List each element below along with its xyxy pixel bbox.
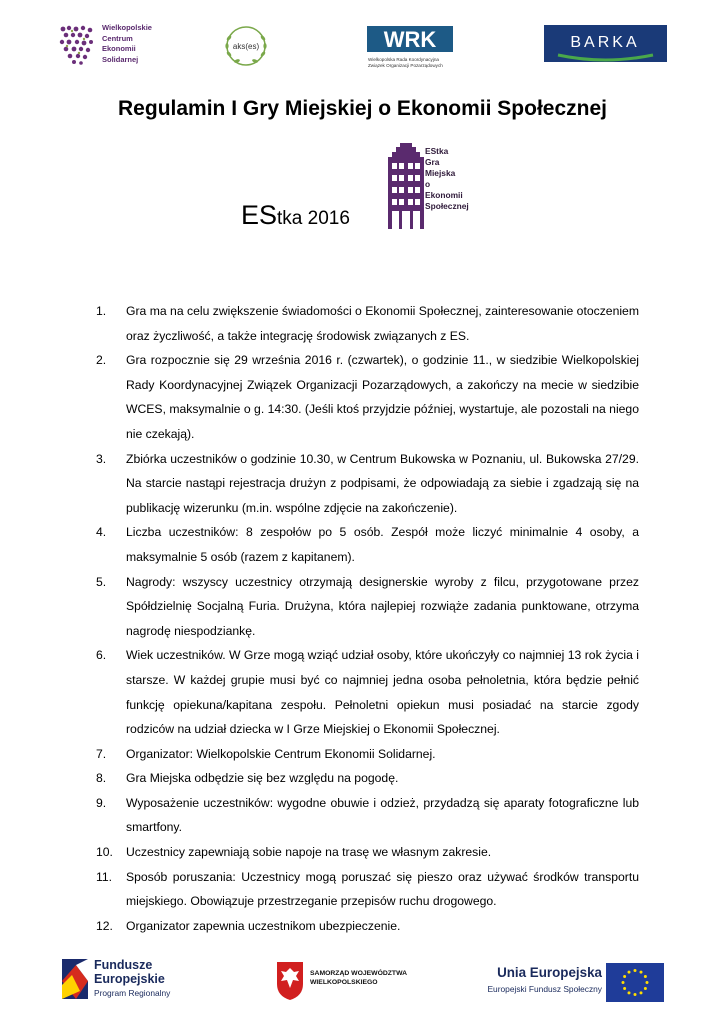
- rule-text: Zbiórka uczestników o godzinie 10.30, w Centrum Bukowska w Poznaniu, ul. Bukowska 27/29. Na starcie nastąpi rejestracja drużyn z podpisami, że odpowiadają za siebie i zgadzają się na publikację wizerunku (m.in. wspólne zdjęcie na zakończenie).: [126, 451, 639, 515]
- rule-number: 7.: [96, 746, 107, 761]
- rule-text: Sposób poruszania: Uczestnicy mogą poruszać się pieszo oraz używać środków transportu miejskiego. Obowiązuje przestrzeganie przepisów ruchu drogowego.: [126, 869, 639, 909]
- rule-number: 9.: [96, 795, 107, 810]
- wrk-subtitle: Związek Organizacji Pozarządowych: [368, 63, 443, 68]
- eu-star: [622, 981, 625, 984]
- barka-text: BARKA: [570, 34, 640, 51]
- fundusze-europejskie-logo: [60, 955, 190, 1003]
- side-line: Gra: [425, 157, 440, 167]
- rule-number: 6.: [96, 648, 107, 663]
- rule-item: [96, 865, 639, 914]
- eu-star: [628, 991, 631, 994]
- estka-suffix: tka 2016: [277, 208, 350, 229]
- wrk-subtitle: Wielkopolska Rada Koordynacyjna: [368, 57, 439, 62]
- eu-star: [634, 993, 637, 996]
- rule-item: [96, 914, 639, 939]
- barka-logo: [544, 25, 667, 62]
- rule-number: 1.: [96, 304, 107, 318]
- akses-logo: [215, 24, 277, 68]
- wrk-mark-icon: [367, 26, 453, 54]
- rule-item: [96, 791, 639, 840]
- rule-number: 5.: [96, 574, 107, 589]
- rule-item: [96, 840, 639, 865]
- rule-number: 10.: [96, 845, 113, 860]
- rule-text: Wyposażenie uczestników: wygodne obuwie i odzież, przydadzą się aparaty fotograficzne lub smartfony.: [126, 795, 639, 835]
- side-line: EStka: [425, 146, 449, 156]
- fe-mark-icon: [60, 955, 90, 1003]
- side-line: Miejska: [425, 168, 456, 178]
- wces-line: Wielkopolskie: [102, 23, 152, 32]
- laurel-wreath-icon: [215, 24, 277, 68]
- fe-line1: Fundusze: [94, 958, 153, 972]
- eu-star: [623, 975, 626, 978]
- wrk-text: WRK: [383, 27, 437, 52]
- rule-number: 12.: [96, 918, 113, 933]
- wrk-logo: [367, 26, 457, 70]
- sw-line1: SAMORZĄD WOJEWÓDZTWA: [310, 970, 408, 977]
- ue-logo: [486, 963, 666, 1005]
- page-title: Regulamin I Gry Miejskiej o Ekonomii Społecznej: [118, 97, 607, 120]
- rule-item: [96, 299, 639, 348]
- barka-mark-icon: [544, 25, 667, 62]
- eu-star: [644, 987, 647, 990]
- ue-sub: Europejski Fundusz Społeczny: [487, 984, 602, 994]
- eu-star: [634, 969, 637, 972]
- akses-text: aks(es): [232, 42, 260, 51]
- eu-star: [640, 991, 643, 994]
- rule-number: 2.: [96, 353, 107, 368]
- eu-star: [646, 981, 649, 984]
- rule-text: Organizator zapewnia uczestnikom ubezpieczenie.: [126, 918, 401, 933]
- rule-item: [96, 742, 639, 767]
- rule-item: [96, 348, 639, 446]
- eu-flag-icon: [606, 963, 664, 1002]
- side-line: Ekonomii: [425, 190, 463, 200]
- estka-prefix: ES: [241, 200, 278, 230]
- side-line: o: [425, 179, 431, 189]
- rule-text: Gra ma na celu zwiększenie świadomości o Ekonomii Społecznej, zainteresowanie otoczeniem oraz życzliwość, a także integrację środowisk związanych z ES.: [126, 304, 639, 343]
- rule-text: Gra rozpocznie się 29 września 2016 r. (czwartek), o godzinie 11., w siedzibie Wielkopolskiej Rady Koordynacyjnej Związek Organizacji Pozarządowych, a zakończy na mecie w siedzibie WCES, maksymalnie o g. 14:30. (Jeśli ktoś przyjdzie później, wystartuje, ale pozostali na niego nie czekają).: [126, 353, 639, 441]
- wces-line: Solidarnej: [102, 54, 139, 64]
- fe-sub: Program Regionalny: [94, 988, 171, 998]
- rule-number: 8.: [96, 771, 107, 786]
- rule-text: Nagrody: wszyscy uczestnicy otrzymają designerskie wyroby z filcu, przygotowane przez Spółdzielnię Socjalną Furia. Drużyna, która najlepiej rozwiąże zadania punktowane, otrzyma nagrodę niespodziankę.: [126, 574, 639, 638]
- rule-number: 11.: [96, 869, 113, 884]
- sw-line2: WIELKOPOLSKIEGO: [310, 978, 378, 986]
- eagle-shield-icon: [275, 960, 305, 1000]
- rule-text: Uczestnicy zapewniają sobie napoje na trasę we własnym zakresie.: [126, 845, 492, 860]
- rule-text: Organizator: Wielkopolskie Centrum Ekonomii Solidarnej.: [126, 746, 436, 761]
- house-icon: [386, 143, 426, 229]
- wces-line: Centrum: [102, 33, 133, 43]
- rule-number: 4.: [96, 525, 107, 540]
- wces-logo: [57, 23, 167, 67]
- ue-title: Unia Europejska: [497, 965, 602, 980]
- rule-text: Gra Miejska odbędzie się bez względu na pogodę.: [126, 771, 399, 786]
- eu-star: [644, 975, 647, 978]
- eu-star: [628, 971, 631, 974]
- rule-text: Wiek uczestników. W Grze mogą wziąć udział osoby, które ukończyły co najmniej 13 rok życia i starsze. W każdej grupie musi być co najmniej jedna osoba pełnoletnia, która będzie pełnić funkcję opiekuna/kapitana zespołu. Pełnoletni opiekun musi posiadać na starcie zgody rodziców na udział dziecka w I Grze Miejskiej o Ekonomii Społecznej.: [126, 648, 639, 737]
- side-line: Społecznej: [425, 201, 469, 211]
- rules-list: [96, 299, 639, 938]
- eu-star: [640, 971, 643, 974]
- rule-item: [96, 643, 639, 741]
- grape-cluster-icon: [57, 23, 97, 67]
- rule-item: [96, 570, 639, 644]
- rule-text: Liczba uczestników: 8 zespołów po 5 osób. Zespół może liczyć minimalnie 4 osoby, a maksymalnie 5 osób (razem z kapitanem).: [126, 525, 639, 564]
- estka-side-text: [425, 146, 469, 212]
- estka-heading: [241, 200, 350, 231]
- rule-number: 3.: [96, 451, 107, 466]
- fe-line2: Europejskie: [94, 972, 165, 986]
- eu-star: [623, 987, 626, 990]
- samorzad-logo: [275, 960, 425, 1002]
- rule-item: [96, 447, 639, 521]
- wces-line: Ekonomii: [102, 44, 136, 53]
- rule-item: [96, 766, 639, 791]
- rule-item: [96, 520, 639, 569]
